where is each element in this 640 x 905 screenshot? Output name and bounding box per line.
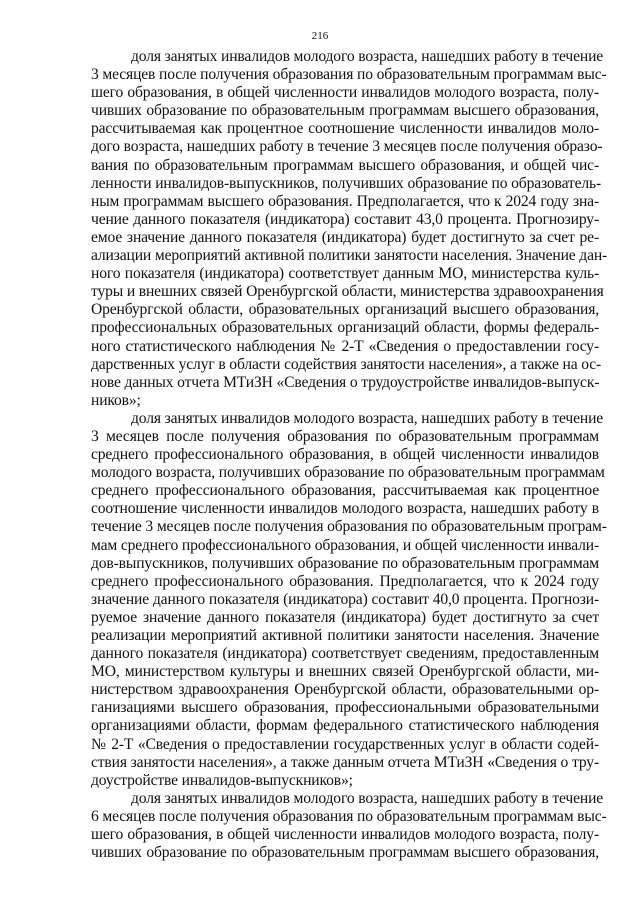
text-line: 3 месяцев после получения образования по образовательным программам <box>91 427 599 445</box>
text-line: мам среднего профессионального образования, и общей численности инвали- <box>91 536 599 554</box>
text-line: 3 месяцев после получения образования по образовательным программам выс- <box>91 66 607 84</box>
text-line: значение данного показателя (индикатора) составит 40,0 процента. Прогнози- <box>91 590 599 608</box>
text-line: доля занятых инвалидов молодого возраста, нашедших работу в течение <box>131 409 604 427</box>
text-line: чение данного показателя (индикатора) составит 43,0 процента. Прогнозиру- <box>91 210 599 228</box>
text-line: ного статистического наблюдения № 2-Т «Сведения о предоставлении госу- <box>91 337 599 355</box>
text-line: шего образования, в общей численности инвалидов молодого возраста, полу- <box>91 84 599 102</box>
text-line: ганизациями высшего образования, профессиональными образовательными <box>91 699 599 717</box>
text-line: реализации мероприятий активной политики занятости населения. Значение <box>91 627 599 644</box>
text-line: среднего профессионального образования, рассчитываемая как процентное <box>91 482 599 500</box>
text-line: течение 3 месяцев после получения образования по образовательным програм- <box>91 518 607 536</box>
paragraph <box>91 409 607 790</box>
text-line: среднего профессионального образования, в общей численности инвалидов <box>91 446 599 464</box>
text-line: нове данных отчета МТиЗН «Сведения о трудоустройстве инвалидов-выпуск- <box>91 373 600 391</box>
text-line: доустройстве инвалидов-выпускников»; <box>91 771 353 789</box>
text-line: молодого возраста, получивших образование по образовательным программам <box>91 464 605 482</box>
text-line: нистерством здравоохранения Оренбургской области, образовательными ор- <box>91 681 599 699</box>
text-line: чивших образование по образовательным программам высшего образования, <box>91 102 599 120</box>
text-line: дов-выпускников, получивших образование по образовательным программам <box>91 554 599 572</box>
text-line: руемое значение данного показателя (индикатора) будет достигнуто за счет <box>91 608 599 626</box>
text-line: среднего профессионального образования. Предполагается, что к 2024 году <box>91 572 599 590</box>
text-line: ленности инвалидов-выпускников, получивших образование по образователь- <box>91 174 602 192</box>
paragraph <box>91 48 608 410</box>
paragraph <box>91 789 607 862</box>
text-line: чивших образование по образовательным программам высшего образования, <box>91 844 599 862</box>
text-line: ализации мероприятий активной политики занятости населения. Значение дан- <box>91 247 608 265</box>
text-line: шего образования, в общей численности инвалидов молодого возраста, полу- <box>91 826 599 844</box>
page-number: 216 <box>311 30 329 42</box>
text-line: 6 месяцев после получения образования по образовательным программам выс- <box>91 807 607 825</box>
text-line: ного показателя (индикатора) соответствует данным МО, министерства куль- <box>91 265 599 283</box>
text-line: профессиональных образовательных организаций области, формы федераль- <box>91 319 599 337</box>
text-line: № 2-Т «Сведения о предоставлении государственных услуг в области содей- <box>91 735 599 753</box>
text-line: МО, министерством культуры и внешних связей Оренбургской области, ми- <box>91 663 599 681</box>
text-line: организациями области, формам федерального статистического наблюдения <box>91 717 599 735</box>
text-line: ников»; <box>91 391 141 409</box>
text-line: соотношение численности инвалидов молодого возраста, нашедших работу в <box>91 500 599 518</box>
text-line: рассчитываемая как процентное соотношение численности инвалидов моло- <box>91 120 599 138</box>
text-line: данного показателя (индикатора) соответствует сведениям, предоставленным <box>91 645 599 663</box>
text-line: Оренбургской области, образовательных организаций высшего образования, <box>91 301 599 319</box>
text-line: доля занятых инвалидов молодого возраста, нашедших работу в течение <box>131 789 604 807</box>
text-line: туры и внешних связей Оренбургской области, министерства здравоохранения <box>91 283 604 301</box>
text-line: ным программам высшего образования. Предполагается, что к 2024 году зна- <box>91 192 599 210</box>
text-line: емое значение данного показателя (индикатора) будет достигнуто за счет ре- <box>91 228 599 246</box>
text-line: вания по образовательным программам высшего образования, и общей чис- <box>91 156 599 174</box>
text-line: дарственных услуг в области содействия занятости населения», а также на ос- <box>91 355 602 373</box>
text-line: ствия занятости населения», а также данным отчета МТиЗН «Сведения о тру- <box>91 753 599 771</box>
text-line: дого возраста, нашедших работу в течение 3 месяцев после получения образо- <box>91 138 603 156</box>
document-body <box>91 48 608 862</box>
text-line: доля занятых инвалидов молодого возраста, нашедших работу в течение <box>131 48 604 65</box>
